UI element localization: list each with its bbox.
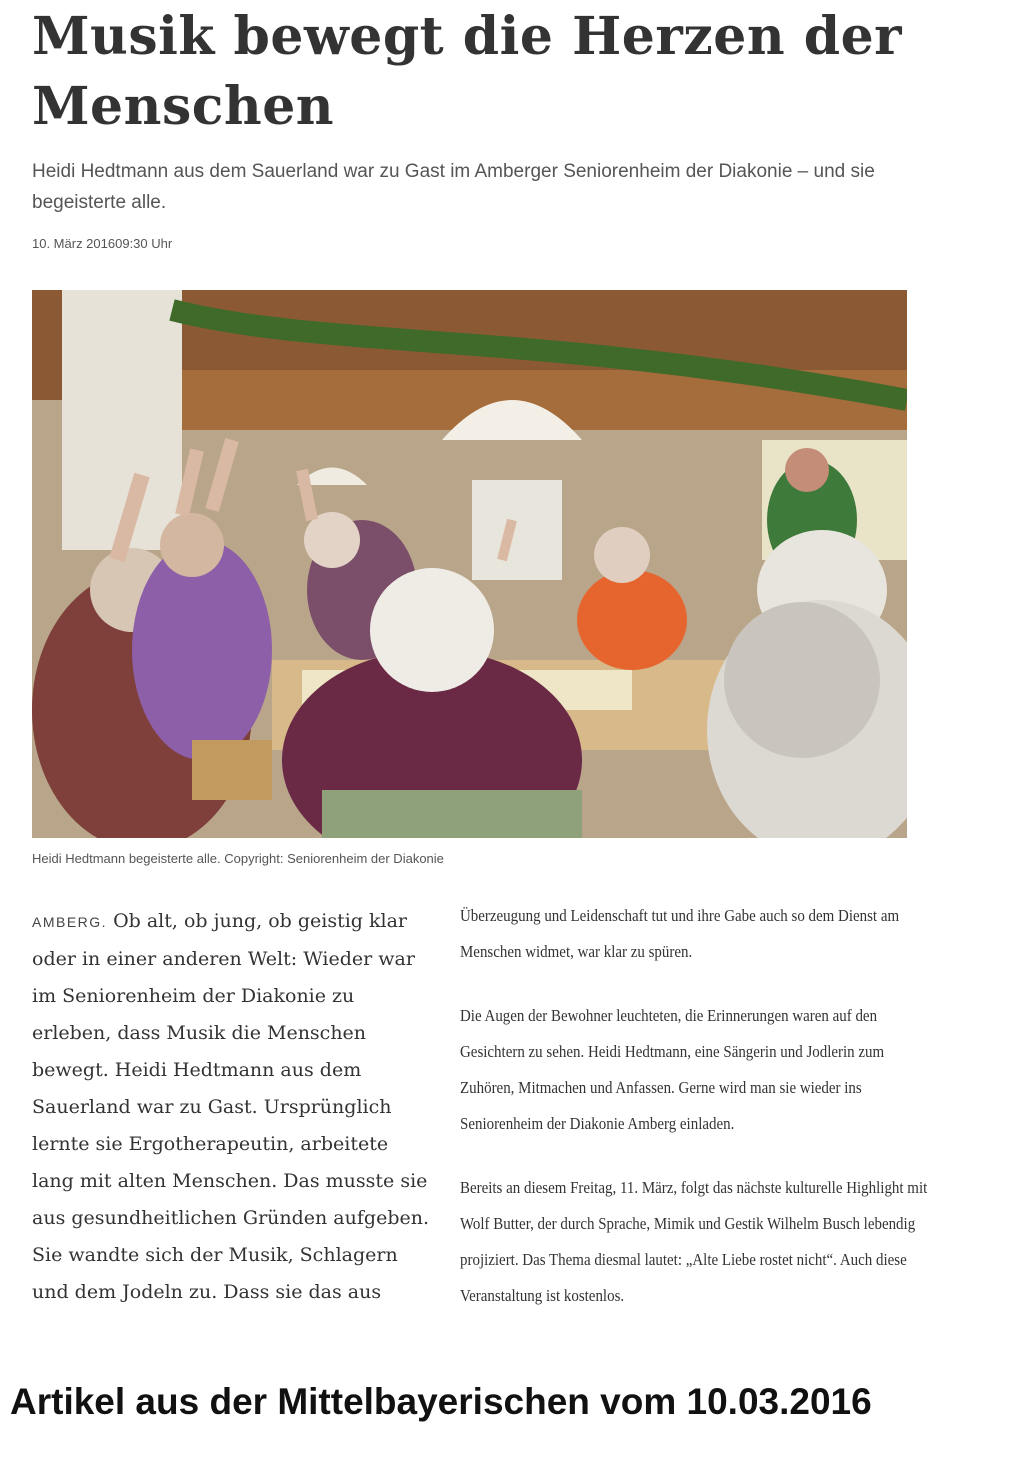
article-body-right (460, 898, 935, 1342)
source-footer: Artikel aus der Mittelbayerischen vom 10.03.2016 (10, 1381, 872, 1422)
dateline: AMBERG. (32, 914, 108, 930)
photo-caption: Heidi Hedtmann begeisterte alle. Copyright: Seniorenheim der Diakonie (32, 851, 444, 866)
article-photo (32, 290, 907, 838)
article-date: 10. März 201609:30 Uhr (32, 236, 173, 251)
article-body-left (32, 903, 432, 1311)
body-text-left: Ob alt, ob jung, ob geistig klar oder in einer anderen Welt: Wieder war im Seniorenheim der Diakonie zu erleben, dass Musik die Menschen bewegt. Heidi Hedtmann aus dem Sauerland war zu Gast. Ursprünglich lernte sie Ergotherapeutin, arbeitete lang mit alten Menschen. Das musste sie aus gesundheitlichen Gründen aufgeben. Sie wandte sich der Musik, Schlagern und dem Jodeln zu. Dass sie das aus (32, 910, 429, 1303)
body-paragraph: Die Augen der Bewohner leuchteten, die Erinnerungen waren auf den Gesichtern zu sehen. Heidi Hedtmann, eine Sängerin und Jodlerin zum Zuhören, Mitmachen und Anfassen. Gerne wird man sie wieder ins Seniorenheim der Diakonie Amberg einladen. (460, 1006, 885, 1133)
body-paragraph: Bereits an diesem Freitag, 11. März, folgt das nächste kulturelle Highlight mit Wolf Butter, der durch Sprache, Mimik und Gestik Wilhelm Busch lebendig projiziert. Das Thema diesmal lautet: „Alte Liebe rostet nicht“. Auch diese Veranstaltung ist kostenlos. (460, 1178, 928, 1305)
photo-illustration (32, 290, 907, 838)
article-headline: Musik bewegt die Herzen der Menschen (32, 6, 903, 137)
body-paragraph: Überzeugung und Leidenschaft tut und ihre Gabe auch so dem Dienst am Menschen widmet, war klar zu spüren. (460, 906, 900, 961)
article-subtitle: Heidi Hedtmann aus dem Sauerland war zu Gast im Amberger Seniorenheim der Diakonie – und sie begeisterte alle. (32, 161, 875, 213)
